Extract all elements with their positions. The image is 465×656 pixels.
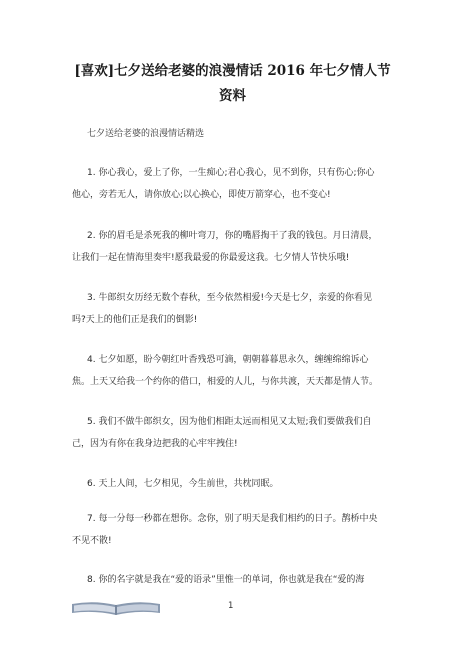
paragraph-5-line1: 5. 我们不做牛郎织女，因为他们相距太远而相见又太短;我们要做我们自 [87,417,372,427]
paragraph-7 [72,508,394,552]
paragraph-1-line2: 他心，旁若无人，请你放心;以心换心，即使万箭穿心，也不变心! [72,190,331,200]
page-number: 1 [228,601,234,611]
paragraph-1 [72,162,394,206]
paragraph-4 [72,349,394,393]
paragraph-3-line2: 吗?天上的他们正是我们的倒影! [72,315,198,325]
paragraph-5-line2: 己，因为有你在我身边把我的心牢牢拽住! [72,439,238,449]
paragraph-8-line1: 8. 你的名字就是我在“爱的语录”里惟一的单词，你也就是我在“爱的海 [87,575,365,585]
paragraph-2-line1: 2. 你的眉毛是杀死我的柳叶弯刀，你的嘴唇掏干了我的钱包。月日清晨， [87,231,378,241]
open-book-icon [70,601,162,617]
paragraph-6 [72,473,394,495]
paragraph-1-line1: 1. 你心我心，爱上了你，一生痴心;君心我心，见不到你，只有伤心;你心 [87,168,375,178]
section-subtitle: 七夕送给老婆的浪漫情话精选 [87,129,205,139]
paragraph-6-line1: 6. 天上人间，七夕相见，今生前世，共枕同眠。 [87,479,279,489]
paragraph-3-line1: 3. 牛郎织女历经无数个春秋，至今依然相爱!今天是七夕，亲爱的你看见 [87,293,373,303]
paragraph-7-line1: 7. 每一分每一秒都在想你。念你，别了明天是我们相约的日子。鹊桥中央 [87,514,378,524]
paragraph-4-line2: 焦。上天又给我一个约你的借口，相爱的人儿，与你共渡，天天都是情人节。 [72,377,379,387]
document-title-line2: 资料 [219,88,246,104]
paragraph-2-line2: 让我们一起在情海里奏牢!愿我最爱的你最爱这我。七夕情人节快乐哦! [72,253,350,263]
paragraph-2 [72,225,394,269]
paragraph-7-line2: 不见不散! [72,536,112,546]
paragraph-5 [72,411,394,455]
paragraph-3 [72,287,394,331]
document-title-line1: [喜欢]七夕送给老婆的浪漫情话 2016 年七夕情人节 [74,63,391,79]
paragraph-4-line1: 4. 七夕如愿，盼今朝红叶香残恐可滴，朝朝暮暮思永久，缠缠绵绵诉心 [87,355,369,365]
paragraph-8 [72,569,394,591]
